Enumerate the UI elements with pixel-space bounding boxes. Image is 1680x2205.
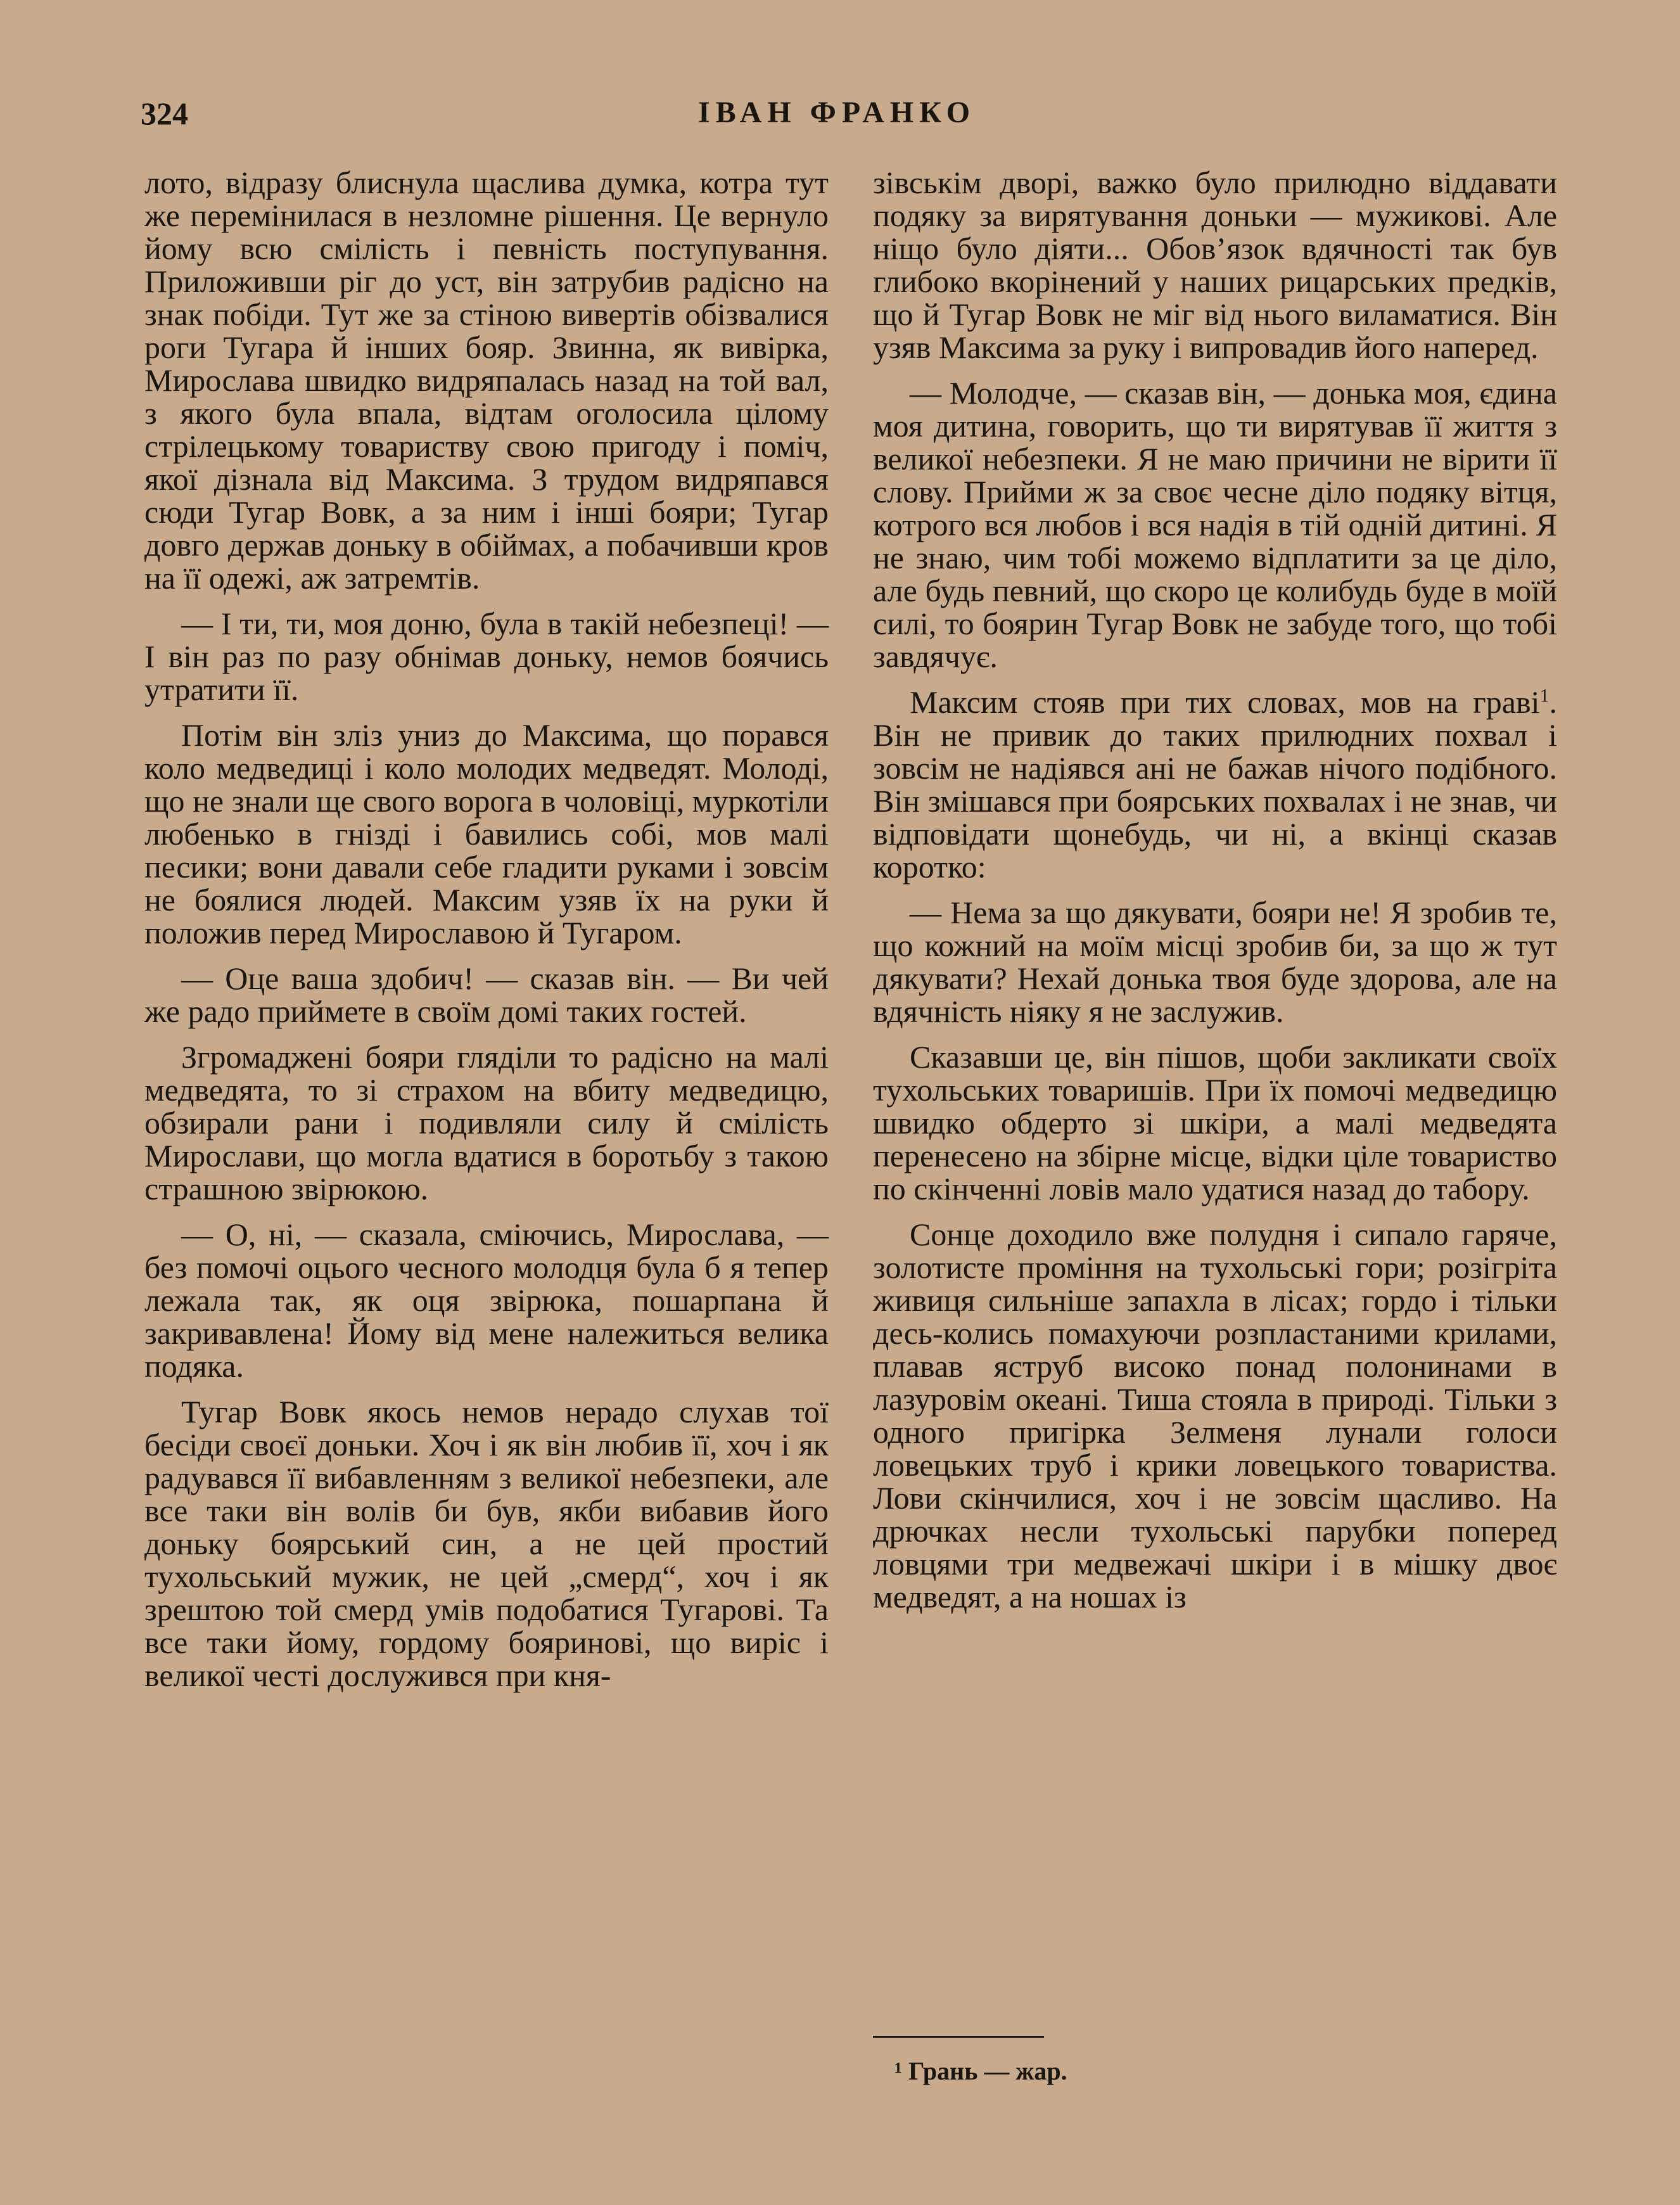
left-column [144,166,829,1692]
paragraph: — Нема за що дякувати, бояри не! Я зробив те, що кожний на моїм місці зробив би, за що ж тут дякувати? Нехай донька твоя буде здорова, але на вдячність ніяку я не заслужив. [873,895,1557,1029]
paragraph: Згромаджені бояри гляділи то радісно на малі медведята, то зі страхом на вбиту медведицю, обзирали рани і подивляли силу й смілість Мирослави, що могла вдатися в боротьбу з такою страшною звірюкою. [144,1039,829,1206]
page-header [0,95,1680,139]
paragraph: — О, ні, — сказала, сміючись, Мирослава, — без помочі оцього чесного молодця була б я тепер лежала так, як оця звірюка, пошарпана й закривавлена! Йому від мене належиться велика подяка. [144,1217,829,1384]
page-number: 324 [141,96,188,131]
paragraph-start: Максим стояв при тих словах, мов на гравi [910,684,1540,720]
paragraph: — Оце ваша здобич! — сказав він. — Ви чей же радо приймете в своїм домі таких гостей. [144,961,829,1029]
paragraph: Максим стояв при тих словах, мов на гравi$^1$. Він не привик до таких прилюдних похвал і зовсім не надіявся ані не бажав нічого подібного. Він змішався при боярських похвалах і не знав, чи відповідати щонебудь, чи ні, а вкінці сказав коротко: [873,684,1557,885]
paragraph: — Молодче, — сказав він, — донька моя, єдина моя дитина, говорить, що ти вирятував її життя з великої небезпеки. Я не маю причини не вірити її слову. Прийми ж за своє чесне діло подяку вітця, котрого вся любов і вся надія в тій одній дитині. Я не знаю, чим тобі можемо відплатити за це діло, але будь певний, що скоро це колибудь буде в моїй силі, то боярин Тугар Вовк не забуде того, що тобі завдячує. [873,375,1557,674]
footnote: ¹ Грань — жар. [894,2057,1067,2085]
running-title: ІВАН ФРАНКО [698,96,976,129]
footnote-divider [873,2036,1044,2038]
paragraph: лото, відразу блиснула щаслива думка, котра тут же перемінилася в незломне рішення. Це вернуло йому всю смілість і певність поступування. Приложивши ріг до уст, він затрубив радісно на знак побіди. Тут же за стіною вивертів обізвалися роги Тугара й інших бояр. Звинна, як вивірка, Мирослава швидко видряпалась назад на той вал, з якого була впала, відтам оголосила цілому стрілецькому товариству свою пригоду і поміч, якої дізнала від Максима. З трудом видряпався сюди Тугар Вовк, а за ним і інші бояри; Тугар довго держав доньку в обіймах, а побачивши кров на її одежі, аж затремтів. [144,165,829,596]
paragraph: зівськім дворі, важко було прилюдно віддавати подяку за вирятування доньки — мужикові. Але ніщо було діяти... Обов’язок вдячності так був глибоко вкорінений у наших рицарських предків, що й Тугар Вовк не міг від нього виламатися. Він узяв Максима за руку і випровадив його наперед. [873,165,1557,365]
paragraph: Тугар Вовк якось немов нерадо слухав тої бесіди своєї доньки. Хоч і як він любив її, хоч і як радувався її вибавленням з великої небезпеки, але все таки він волів би був, якби вибавив його доньку боярський син, а не цей простий тухольський мужик, не цей „смерд“, хоч і як зрештою той смерд умів подобатися Тугарові. Та все таки йому, гордому бояринові, що виріс і великої честі дослужився при кня- [144,1394,829,1693]
paragraph: Сонце доходило вже полудня і сипало гаряче, золотисте проміння на тухольські гори; розігріта живиця сильніше запахла в лісах; гордо і тільки десь-колись помахуючи розпластаними крилами, плавав яструб високо понад полонинами в лазуровім океані. Тиша стояла в природі. Тільки з одного пригірка Зелменя лунали голоси ловецьких труб і крики ловецького товариства. Лови скінчилися, хоч і не зовсім щасливо. На дрючках несли тухольські парубки поперед ловцями три медвежачі шкіри і в мішку двоє медведят, а на ношах із [873,1217,1557,1614]
paragraph: Сказавши це, він пішов, щоби закликати своїх тухольських товаришів. При їх помочі медведицю швидко обдерто зі шкіри, а малі медведята перенесено на збірне місце, відки ціле товариство по скінченні ловів мало удатися назад до табору. [873,1039,1557,1206]
paragraph-rest: Він не привик до таких прилюдних похвал і зовсім не надіявся ані не бажав нічого подібного. Він змішався при боярських похвалах і не знав, чи відповідати щонебудь, чи ні, а вкінці сказав коротко: [873,717,1557,885]
footnote-marker: 1 [1539,685,1550,706]
paragraph: Потім він зліз униз до Максима, що порався коло медведиці і коло молодих медведят. Молоді, що не знали ще свого ворога в чоловіці, муркотіли любенько в гнізді і бавились собі, мов малі песики; вони давали себе гладити руками і зовсім не боялися людей. Максим узяв їх на руки й положив перед Мирославою й Тугаром. [144,717,829,950]
right-column [873,166,1557,1613]
paragraph: — І ти, ти, моя доню, була в такій небезпеці! — І він раз по разу обнімав доньку, немов боячись утратити її. [144,606,829,707]
